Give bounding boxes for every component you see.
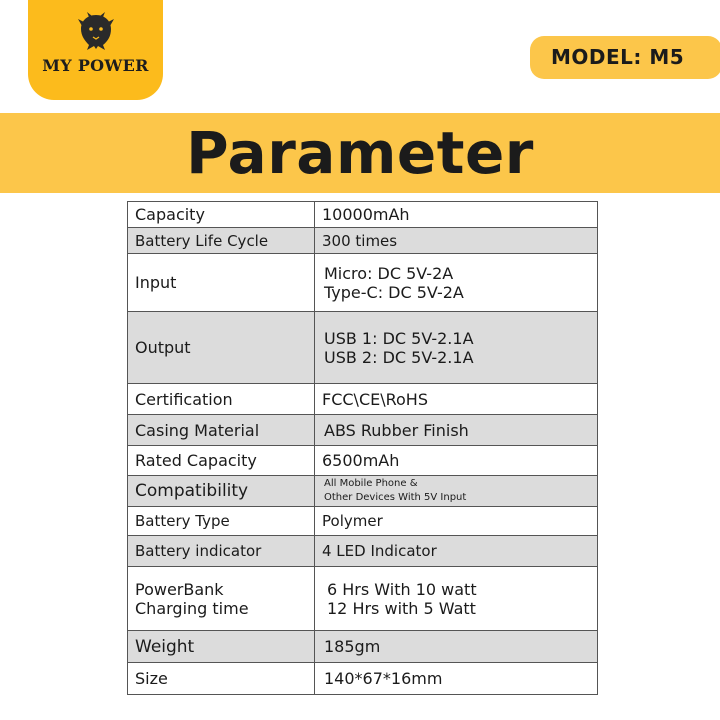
table-row — [128, 312, 598, 384]
row-label: Compatibility — [128, 476, 315, 507]
row-value-text: 6500mAh — [322, 451, 400, 470]
row-label: Certification — [128, 384, 315, 415]
brand-name: MY POWER — [42, 56, 149, 75]
title-banner — [0, 113, 720, 193]
row-value — [315, 631, 598, 663]
row-value-line: Type-C: DC 5V-2A — [324, 282, 464, 302]
spec-table — [127, 201, 598, 695]
row-value — [315, 415, 598, 446]
row-value-line: Other Devices With 5V Input — [324, 492, 467, 503]
row-value — [315, 567, 598, 631]
model-label: MODEL: M5 — [551, 45, 685, 69]
row-value-text: 10000mAh — [322, 205, 410, 224]
row-value-line: USB 2: DC 5V-2.1A — [324, 347, 474, 367]
row-label — [128, 567, 315, 631]
table-row — [128, 202, 598, 228]
table-row — [128, 446, 598, 476]
row-value — [315, 202, 598, 228]
row-value-text: 4 LED Indicator — [322, 542, 437, 560]
row-label: Size — [128, 663, 315, 695]
row-value — [315, 507, 598, 536]
table-row — [128, 536, 598, 567]
table-row — [128, 228, 598, 254]
row-value — [315, 446, 598, 476]
table-row — [128, 507, 598, 536]
page-title: Parameter — [186, 119, 534, 187]
table-row — [128, 663, 598, 695]
row-label: Battery Type — [128, 507, 315, 536]
lion-icon — [75, 12, 117, 52]
table-row — [128, 384, 598, 415]
row-value-line: 12 Hrs with 5 Watt — [327, 598, 476, 618]
row-value-text: 140*67*16mm — [324, 669, 443, 688]
row-value — [315, 228, 598, 254]
table-row — [128, 567, 598, 631]
table-row — [128, 254, 598, 312]
row-value-text: 185gm — [324, 637, 381, 656]
row-value-text: ABS Rubber Finish — [324, 420, 469, 440]
row-label: Casing Material — [128, 415, 315, 446]
row-value-line: All Mobile Phone & — [324, 478, 418, 489]
row-label: Weight — [128, 631, 315, 663]
row-label: Capacity — [128, 202, 315, 228]
model-badge — [530, 36, 720, 79]
row-value-line: USB 1: DC 5V-2.1A — [324, 328, 474, 348]
row-value — [315, 384, 598, 415]
row-label: Input — [128, 254, 315, 312]
brand-logo — [28, 0, 163, 100]
row-value-line: Micro: DC 5V-2A — [324, 263, 454, 283]
row-label: Battery indicator — [128, 536, 315, 567]
row-label: Rated Capacity — [128, 446, 315, 476]
row-value-text: 300 times — [322, 231, 398, 250]
row-value — [315, 476, 598, 507]
row-label: Output — [128, 312, 315, 384]
table-row — [128, 476, 598, 507]
row-label: Battery Life Cycle — [128, 228, 315, 254]
row-value-text: Polymer — [322, 512, 383, 530]
row-value — [315, 254, 598, 312]
table-row — [128, 415, 598, 446]
row-value — [315, 663, 598, 695]
row-value — [315, 312, 598, 384]
row-label-line: Charging time — [135, 598, 249, 618]
row-label-line: PowerBank — [135, 579, 224, 599]
row-value — [315, 536, 598, 567]
row-value-text: FCC\CE\RoHS — [322, 389, 428, 409]
row-value-line: 6 Hrs With 10 watt — [327, 579, 477, 599]
table-row — [128, 631, 598, 663]
